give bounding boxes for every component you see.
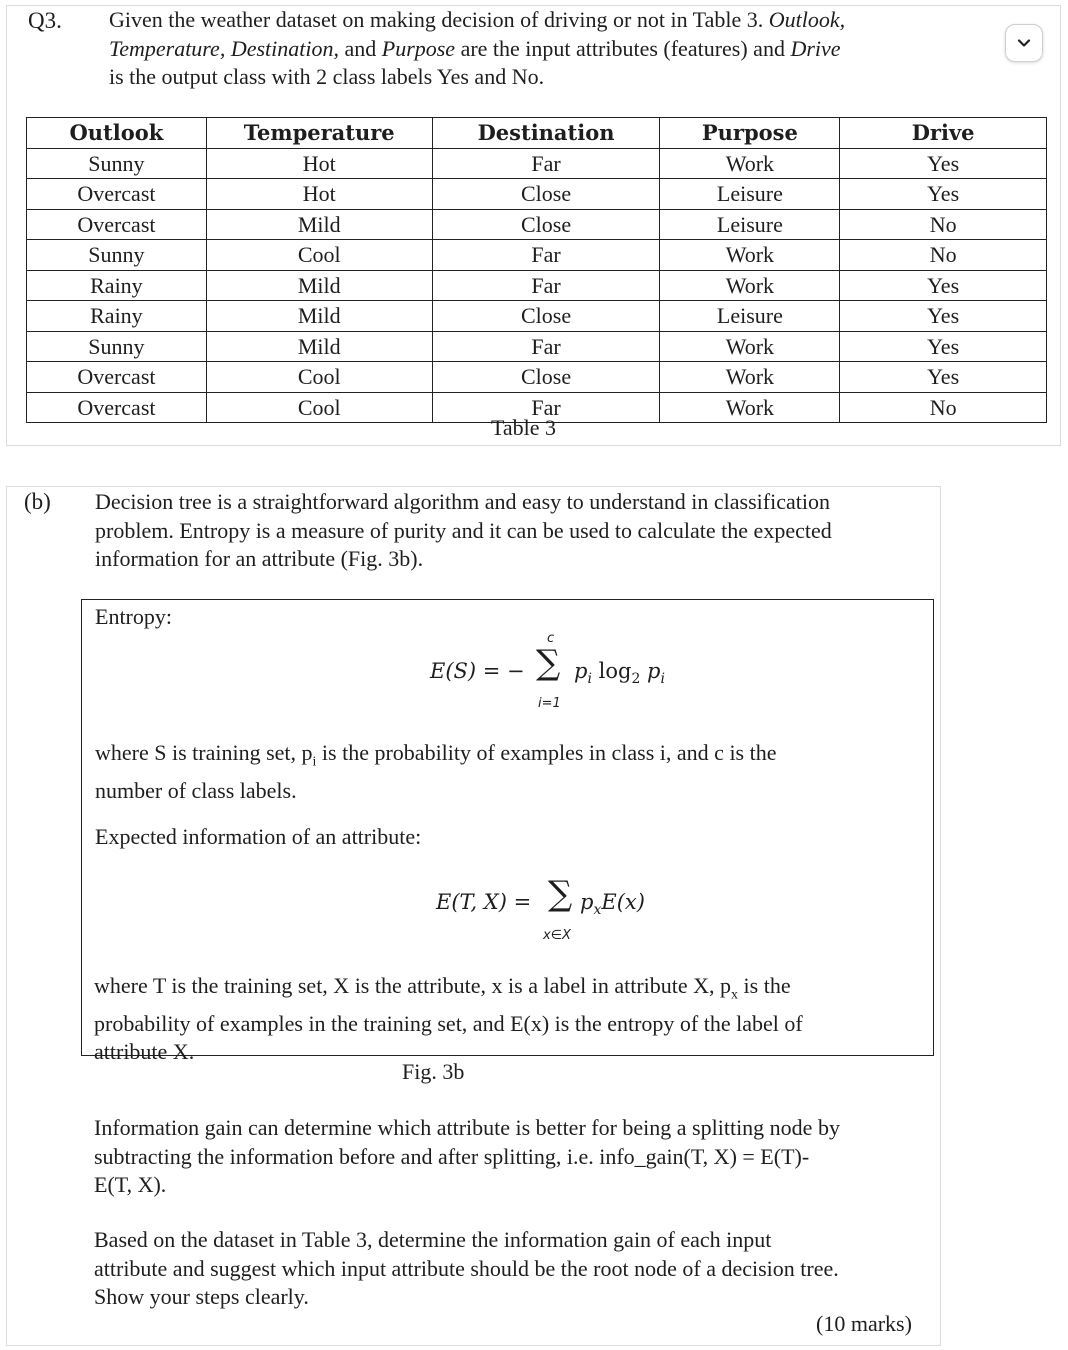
cell-outlook: Rainy — [27, 270, 207, 301]
header-outlook: Outlook — [27, 118, 207, 149]
cell-drive: No — [840, 240, 1047, 271]
cell-purpose: Work — [660, 392, 840, 423]
header-destination: Destination — [432, 118, 660, 149]
table-row — [27, 362, 1047, 393]
expected-formula: E(T, X) = ∑ x∈X $p_xE(x)$ — [436, 874, 645, 943]
cell-temperature: Mild — [206, 331, 432, 362]
cell-drive: Yes — [840, 270, 1047, 301]
cell-outlook: Rainy — [27, 301, 207, 332]
question-intro: Given the weather dataset on making decision of driving or not in Table 3. Outlook, Temperature, Destination, and Purpose are the input attributes (features) and Drive is the output class with 2 class labels Yes and No. — [109, 7, 846, 89]
cell-outlook: Sunny — [27, 240, 207, 271]
cell-destination: Close — [432, 209, 660, 240]
cell-purpose: Leisure — [660, 179, 840, 210]
cell-destination: Close — [432, 362, 660, 393]
marks-label: (10 marks) — [816, 1311, 912, 1336]
table-row — [27, 148, 1047, 179]
cell-purpose: Work — [660, 148, 840, 179]
info-gain-paragraph: Information gain can determine which attribute is better for being a splitting node by subtracting the information before and after splitting, i.e. info_gain(T, X) = E(T)- E(T, X). — [94, 1115, 840, 1197]
expected-label: Expected information of an attribute: — [95, 824, 422, 849]
cell-outlook: Overcast — [27, 362, 207, 393]
cell-outlook: Overcast — [27, 179, 207, 210]
cell-temperature: Hot — [206, 148, 432, 179]
cell-destination: Close — [432, 301, 660, 332]
chevron-down-icon — [1016, 35, 1032, 51]
entropy-description: where S is training set, $p_i$ is the probability of examples in class i, and c is the number of class labels. — [95, 740, 777, 803]
header-temperature: Temperature — [206, 118, 432, 149]
cell-temperature: Mild — [206, 270, 432, 301]
cell-drive: No — [840, 209, 1047, 240]
cell-temperature: Mild — [206, 301, 432, 332]
table-row — [27, 209, 1047, 240]
expand-button[interactable] — [1005, 24, 1043, 62]
cell-destination: Far — [432, 331, 660, 362]
cell-purpose: Work — [660, 362, 840, 393]
table-row — [27, 301, 1047, 332]
cell-drive: No — [840, 392, 1047, 423]
cell-destination: Far — [432, 270, 660, 301]
cell-destination: Far — [432, 392, 660, 423]
part-b-intro: Decision tree is a straightforward algorithm and easy to understand in classification problem. Entropy is a measure of purity and it can be used to calculate the expected information for an attribute (Fig. 3b). — [95, 489, 832, 571]
table-caption: Table 3 — [491, 415, 557, 440]
question-number: Q3. — [28, 8, 62, 33]
cell-purpose: Work — [660, 240, 840, 271]
sigma-symbol: ∑ — [548, 874, 573, 914]
cell-drive: Yes — [840, 362, 1047, 393]
weather-table — [26, 117, 1047, 423]
cell-purpose: Leisure — [660, 301, 840, 332]
cell-purpose: Work — [660, 270, 840, 301]
task-paragraph: Based on the dataset in Table 3, determine the information gain of each input attribute and suggest which input attribute should be the root node of a decision tree. Show your steps clearly. — [94, 1227, 839, 1309]
cell-purpose: Work — [660, 331, 840, 362]
table-row — [27, 179, 1047, 210]
figure-caption: Fig. 3b — [402, 1059, 465, 1084]
cell-drive: Yes — [840, 301, 1047, 332]
cell-outlook: Overcast — [27, 392, 207, 423]
entropy-formula: E(S) = − c ∑ i=1 $p_i$ $\log_2 p_i$ — [430, 631, 665, 711]
sigma-symbol: ∑ — [536, 643, 561, 683]
cell-outlook: Overcast — [27, 209, 207, 240]
cell-outlook: Sunny — [27, 331, 207, 362]
cell-destination: Far — [432, 240, 660, 271]
cell-temperature: Hot — [206, 179, 432, 210]
table-row — [27, 270, 1047, 301]
cell-temperature: Cool — [206, 240, 432, 271]
cell-temperature: Cool — [206, 392, 432, 423]
cell-outlook: Sunny — [27, 148, 207, 179]
cell-temperature: Cool — [206, 362, 432, 393]
entropy-label: Entropy: — [95, 604, 172, 629]
cell-destination: Far — [432, 148, 660, 179]
header-purpose: Purpose — [660, 118, 840, 149]
table-row — [27, 331, 1047, 362]
cell-drive: Yes — [840, 148, 1047, 179]
cell-destination: Close — [432, 179, 660, 210]
header-drive: Drive — [840, 118, 1047, 149]
expected-description: where T is the training set, X is the attribute, x is a label in attribute X, $p_x$ is the probability of examples in the training set, and E(x) is the entropy of the label of attribute X. — [94, 973, 803, 1065]
cell-temperature: Mild — [206, 209, 432, 240]
table-row — [27, 240, 1047, 271]
cell-purpose: Leisure — [660, 209, 840, 240]
part-b-label: (b) — [24, 489, 51, 514]
cell-drive: Yes — [840, 331, 1047, 362]
cell-drive: Yes — [840, 179, 1047, 210]
